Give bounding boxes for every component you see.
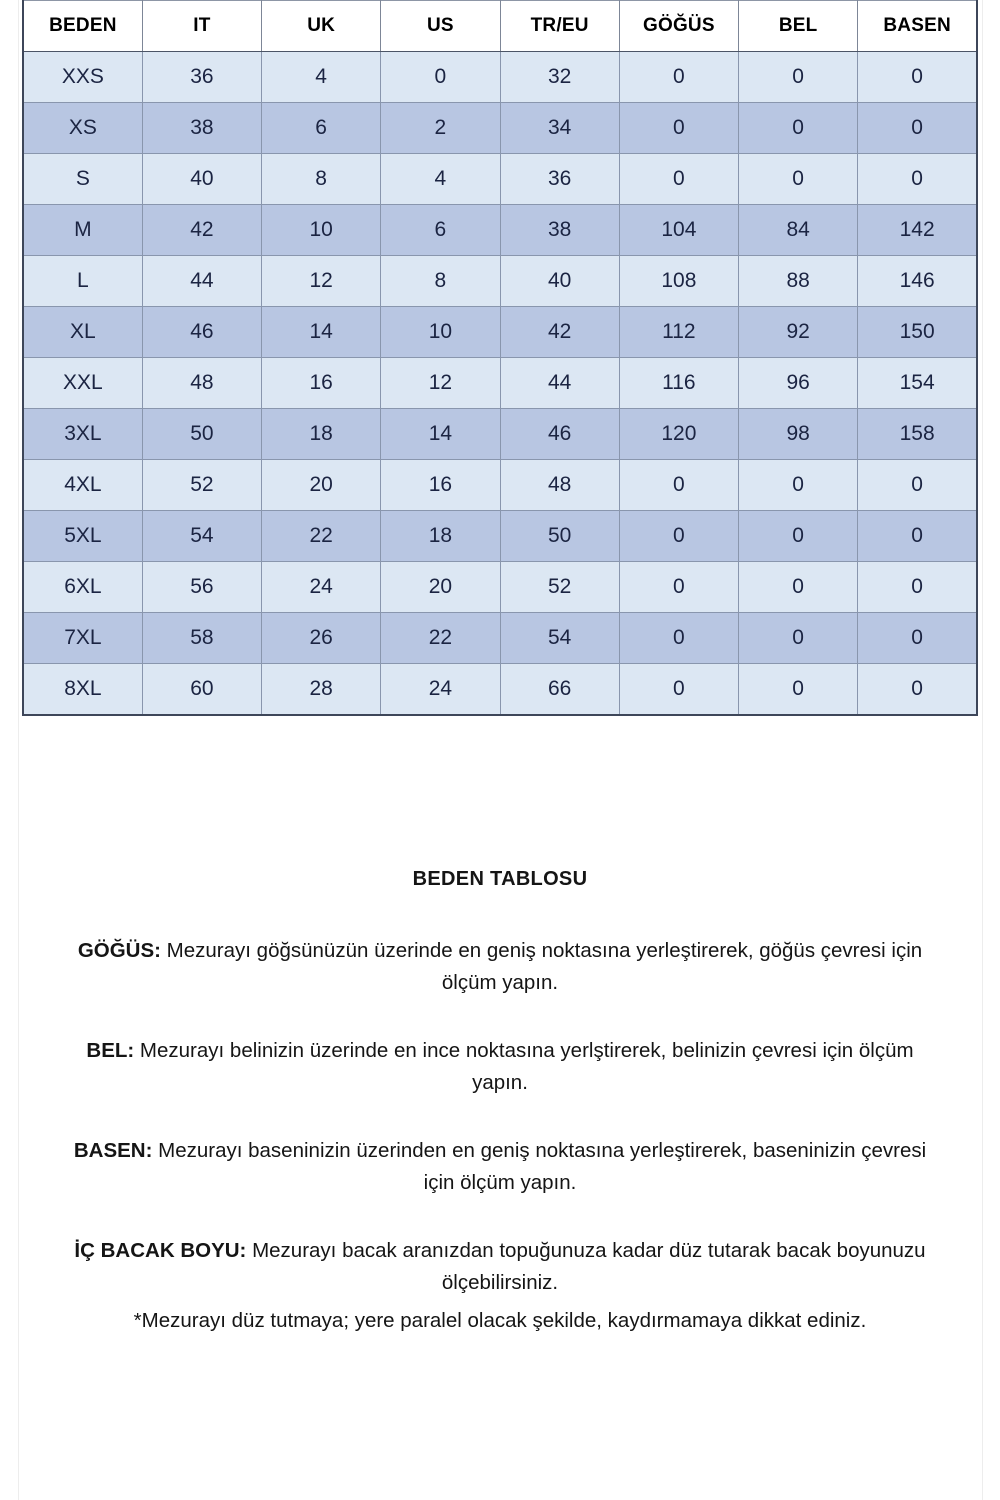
cell-gogus: 116 [619,358,738,409]
cell-beden: XS [23,103,142,154]
cell-basen: 0 [858,664,977,716]
cell-us: 4 [381,154,500,205]
cell-beden: 4XL [23,460,142,511]
notes-footnote: *Mezurayı düz tutmaya; yere paralel olacak şekilde, kaydırmamaya dikkat ediniz. [133,1309,867,1332]
cell-beden: 5XL [23,511,142,562]
cell-it: 54 [142,511,261,562]
cell-basen: 0 [858,103,977,154]
cell-us: 6 [381,205,500,256]
cell-uk: 12 [262,256,381,307]
cell-bel: 0 [739,562,858,613]
notes-title: BEDEN TABLOSU [412,868,588,890]
cell-tr-eu: 46 [500,409,619,460]
cell-bel: 0 [739,613,858,664]
cell-basen: 0 [858,460,977,511]
page-rule-right [982,0,983,1500]
cell-basen: 154 [858,358,977,409]
cell-beden: S [23,154,142,205]
column-header-tr-eu: TR/EU [500,1,619,52]
cell-us: 16 [381,460,500,511]
cell-uk: 8 [262,154,381,205]
column-header-us: US [381,1,500,52]
cell-beden: M [23,205,142,256]
cell-basen: 0 [858,613,977,664]
column-header-uk: UK [262,1,381,52]
cell-basen: 0 [858,52,977,103]
cell-basen: 142 [858,205,977,256]
note-item [60,1135,940,1199]
cell-beden: 8XL [23,664,142,716]
table-row [23,154,977,205]
cell-uk: 18 [262,409,381,460]
cell-us: 18 [381,511,500,562]
page-rule-left [18,0,19,1500]
cell-gogus: 0 [619,52,738,103]
cell-it: 48 [142,358,261,409]
cell-us: 22 [381,613,500,664]
cell-us: 10 [381,307,500,358]
cell-tr-eu: 50 [500,511,619,562]
column-header-bel: BEL [739,1,858,52]
cell-gogus: 0 [619,460,738,511]
cell-bel: 0 [739,154,858,205]
cell-us: 2 [381,103,500,154]
cell-it: 42 [142,205,261,256]
cell-tr-eu: 38 [500,205,619,256]
cell-bel: 96 [739,358,858,409]
cell-tr-eu: 48 [500,460,619,511]
table-row [23,256,977,307]
cell-tr-eu: 40 [500,256,619,307]
cell-gogus: 0 [619,613,738,664]
column-header-it: IT [142,1,261,52]
cell-uk: 14 [262,307,381,358]
cell-uk: 16 [262,358,381,409]
note-item [60,935,940,999]
cell-uk: 28 [262,664,381,716]
cell-basen: 0 [858,562,977,613]
note-label: BEL: [86,1039,135,1062]
cell-it: 40 [142,154,261,205]
cell-gogus: 0 [619,562,738,613]
cell-basen: 146 [858,256,977,307]
notes-list [60,935,940,1299]
note-text: Mezurayı belinizin üzerinde en ince noktasına yerlştirerek, belinizin çevresi için ölçüm yapın. [134,1039,914,1094]
cell-it: 50 [142,409,261,460]
cell-it: 36 [142,52,261,103]
table-row [23,664,977,716]
cell-tr-eu: 36 [500,154,619,205]
size-chart-table-body [23,52,977,716]
cell-it: 44 [142,256,261,307]
cell-bel: 98 [739,409,858,460]
cell-bel: 88 [739,256,858,307]
cell-tr-eu: 44 [500,358,619,409]
cell-tr-eu: 52 [500,562,619,613]
cell-tr-eu: 34 [500,103,619,154]
cell-us: 20 [381,562,500,613]
column-header-g-s: GÖĞÜS [619,1,738,52]
cell-uk: 6 [262,103,381,154]
column-header-beden: BEDEN [23,1,142,52]
table-row [23,460,977,511]
cell-tr-eu: 42 [500,307,619,358]
table-row [23,358,977,409]
cell-beden: XXL [23,358,142,409]
table-header-row [23,1,977,52]
cell-bel: 92 [739,307,858,358]
table-row [23,562,977,613]
table-row [23,307,977,358]
cell-basen: 150 [858,307,977,358]
note-label: İÇ BACAK BOYU: [74,1239,247,1262]
cell-gogus: 0 [619,664,738,716]
cell-bel: 84 [739,205,858,256]
cell-beden: 7XL [23,613,142,664]
cell-bel: 0 [739,664,858,716]
cell-uk: 22 [262,511,381,562]
table-row [23,103,977,154]
cell-beden: XL [23,307,142,358]
table-row [23,52,977,103]
table-row [23,511,977,562]
cell-uk: 4 [262,52,381,103]
cell-tr-eu: 54 [500,613,619,664]
cell-it: 60 [142,664,261,716]
cell-gogus: 0 [619,154,738,205]
note-item [60,1035,940,1099]
cell-it: 52 [142,460,261,511]
cell-uk: 26 [262,613,381,664]
cell-bel: 0 [739,52,858,103]
cell-us: 0 [381,52,500,103]
cell-uk: 20 [262,460,381,511]
size-chart-table-container [22,0,978,716]
cell-beden: 6XL [23,562,142,613]
note-item [60,1235,940,1299]
cell-beden: L [23,256,142,307]
cell-it: 58 [142,613,261,664]
cell-gogus: 112 [619,307,738,358]
table-row [23,409,977,460]
cell-tr-eu: 66 [500,664,619,716]
cell-bel: 0 [739,103,858,154]
cell-beden: 3XL [23,409,142,460]
cell-beden: XXS [23,52,142,103]
table-row [23,613,977,664]
cell-basen: 0 [858,511,977,562]
cell-us: 24 [381,664,500,716]
cell-tr-eu: 32 [500,52,619,103]
cell-gogus: 104 [619,205,738,256]
cell-it: 38 [142,103,261,154]
cell-us: 8 [381,256,500,307]
size-chart-table [22,0,978,716]
cell-gogus: 0 [619,511,738,562]
cell-it: 56 [142,562,261,613]
cell-basen: 0 [858,154,977,205]
note-text: Mezurayı baseninizin üzerinden en geniş noktasına yerleştirerek, baseninizin çevresi için ölçüm yapın. [152,1139,927,1194]
measurement-notes [60,868,940,1337]
note-label: GÖĞÜS: [77,939,161,962]
size-chart-table-head [23,1,977,52]
cell-it: 46 [142,307,261,358]
note-text: Mezurayı bacak aranızdan topuğunuza kadar düz tutarak bacak boyunuzu ölçebilirsiniz. [246,1239,926,1294]
table-row [23,205,977,256]
cell-us: 14 [381,409,500,460]
cell-basen: 158 [858,409,977,460]
cell-gogus: 108 [619,256,738,307]
cell-uk: 24 [262,562,381,613]
cell-uk: 10 [262,205,381,256]
cell-gogus: 120 [619,409,738,460]
cell-gogus: 0 [619,103,738,154]
note-text: Mezurayı göğsünüzün üzerinde en geniş noktasına yerleştirerek, göğüs çevresi için ölçüm yapın. [160,939,923,994]
cell-bel: 0 [739,511,858,562]
column-header-basen: BASEN [858,1,977,52]
cell-bel: 0 [739,460,858,511]
cell-us: 12 [381,358,500,409]
note-label: BASEN: [73,1139,153,1162]
